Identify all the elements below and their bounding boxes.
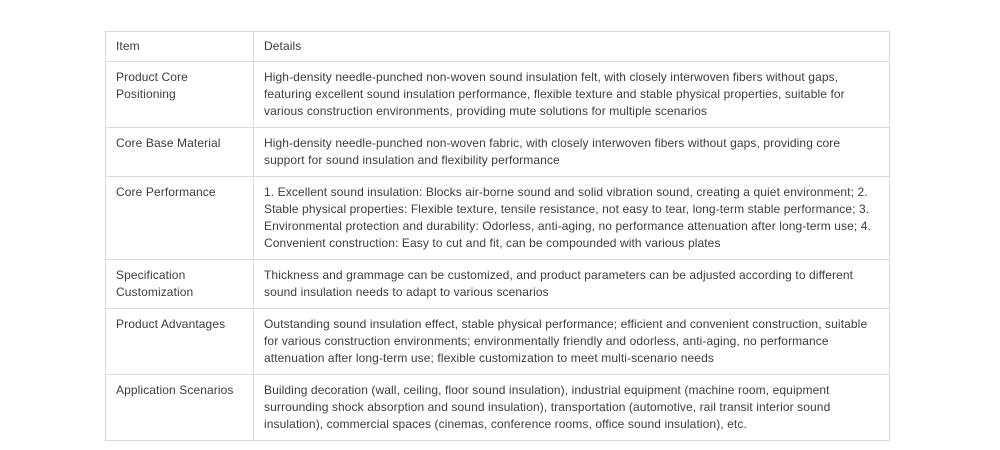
details-cell-product-advantages: Outstanding sound insulation effect, stable physical performance; efficient and convenient construction, suitable for various construction environments; environmentally friendly and odorless, anti-aging, no performance attenuation after long-term use; flexible customization to meet multi-scenario needs: [254, 309, 890, 375]
item-cell-specification-customization: Specification Customization: [106, 260, 254, 309]
table-header: [106, 32, 890, 62]
details-cell-core-base-material: High-density needle-punched non-woven fabric, with closely interwoven fibers without gaps, providing core support for sound insulation and flexibility performance: [254, 128, 890, 177]
item-cell-core-base-material: Core Base Material: [106, 128, 254, 177]
table-row: [106, 177, 890, 260]
header-cell-item: Item: [106, 32, 254, 62]
item-cell-product-core-positioning: Product Core Positioning: [106, 62, 254, 128]
table-row: [106, 260, 890, 309]
product-spec-table-container: [105, 31, 890, 441]
item-cell-application-scenarios: Application Scenarios: [106, 375, 254, 441]
header-cell-details: Details: [254, 32, 890, 62]
table-row: [106, 128, 890, 177]
table-row: [106, 62, 890, 128]
details-cell-application-scenarios: Building decoration (wall, ceiling, floor sound insulation), industrial equipment (machine room, equipment surrounding shock absorption and sound insulation), transportation (automotive, rail transit interior sound insulation), commercial spaces (cinemas, conference rooms, office sound insulation), etc.: [254, 375, 890, 441]
table-body: [106, 62, 890, 441]
details-cell-specification-customization: Thickness and grammage can be customized, and product parameters can be adjusted according to different sound insulation needs to adapt to various scenarios: [254, 260, 890, 309]
table-row: [106, 309, 890, 375]
details-cell-core-performance: 1. Excellent sound insulation: Blocks air-borne sound and solid vibration sound, creating a quiet environment; 2. Stable physical properties: Flexible texture, tensile resistance, not easy to tear, long-term stable performance; 3. Environmental protection and durability: Odorless, anti-aging, no performance attenuation after long-term use; 4. Convenient construction: Easy to cut and fit, can be compounded with various plates: [254, 177, 890, 260]
product-spec-table: [105, 31, 890, 441]
item-cell-core-performance: Core Performance: [106, 177, 254, 260]
details-cell-product-core-positioning: High-density needle-punched non-woven sound insulation felt, with closely interwoven fibers without gaps, featuring excellent sound insulation performance, flexible texture and stable physical properties, suitable for various construction environments, providing mute solutions for multiple scenarios: [254, 62, 890, 128]
header-row: [106, 32, 890, 62]
table-row: [106, 375, 890, 441]
item-cell-product-advantages: Product Advantages: [106, 309, 254, 375]
